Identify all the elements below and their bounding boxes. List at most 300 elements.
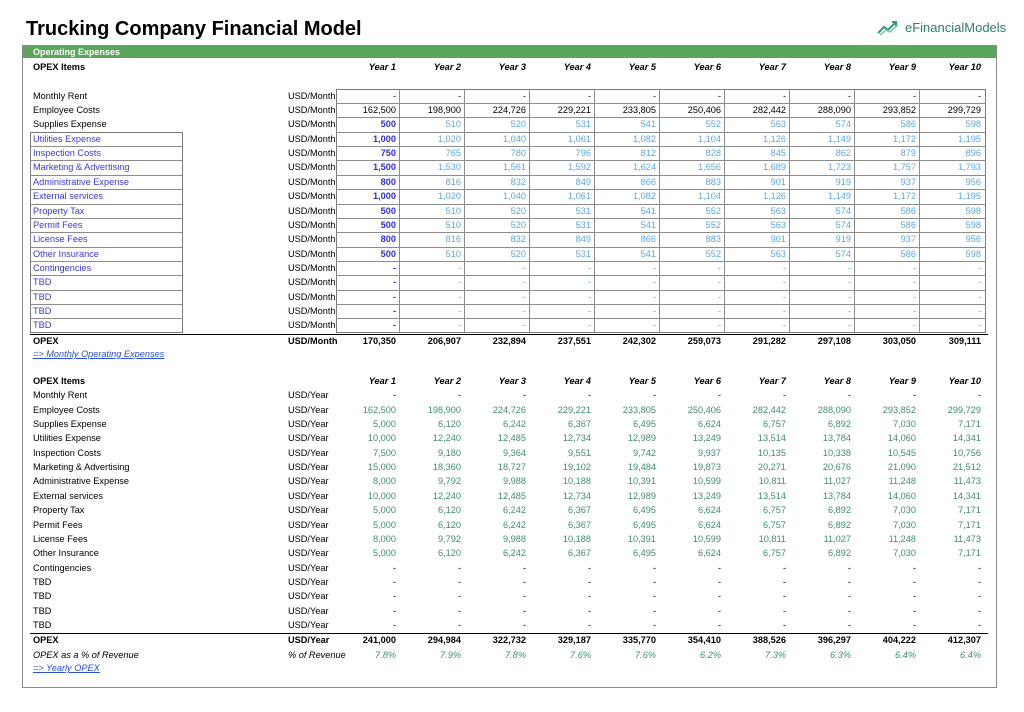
value-cell: 19,873 [692,462,721,473]
yearly-opex-link[interactable]: => Yearly OPEX [33,663,100,673]
value-cell[interactable]: 574 [835,248,851,259]
value-cell: - [522,562,526,573]
value-cell: 242,302 [622,335,656,346]
value-cell[interactable]: 800 [380,176,396,187]
value-cell[interactable]: - [912,291,916,302]
value-cell[interactable]: 883 [705,234,721,245]
value-cell[interactable]: 552 [705,219,721,230]
value-cell[interactable]: - [522,262,526,273]
value-cell[interactable]: 586 [900,205,916,216]
grid-line [30,275,183,276]
value-cell[interactable]: 520 [510,219,526,230]
value-cell[interactable]: 1,082 [633,191,656,202]
yearly-row [23,417,996,431]
value-cell: - [522,576,526,587]
value-cell[interactable]: - [652,305,656,316]
value-cell[interactable]: 812 [640,148,656,159]
value-cell: 10,391 [627,476,656,487]
value-cell: - [977,605,981,616]
value-cell[interactable]: 1,126 [763,133,786,144]
value-cell: 7.3% [765,649,786,660]
value-cell[interactable]: 598 [965,248,981,259]
value-cell[interactable]: 1,020 [438,133,461,144]
value-cell[interactable]: 1,561 [503,162,526,173]
value-cell[interactable]: 901 [770,176,786,187]
value-cell[interactable]: 1,061 [568,133,591,144]
value-cell[interactable]: 531 [575,205,591,216]
value-cell[interactable]: 956 [965,176,981,187]
value-cell[interactable]: 780 [510,148,526,159]
yearly-row [23,460,996,474]
value-cell[interactable]: 500 [380,119,396,130]
value-cell[interactable]: 849 [575,234,591,245]
grid-line [594,89,595,333]
row-unit: USD/Month [288,176,336,187]
growth-chart-icon [876,18,902,36]
value-cell: 11,027 [823,533,851,544]
value-cell[interactable]: 750 [380,148,396,159]
value-cell[interactable]: 1,000 [373,133,396,144]
value-cell[interactable]: 531 [575,219,591,230]
value-cell[interactable]: 552 [705,248,721,259]
value-cell[interactable]: - [652,262,656,273]
value-cell[interactable]: 816 [445,234,461,245]
value-cell[interactable]: - [717,262,721,273]
value-cell: 12,989 [627,490,656,501]
value-cell: 224,726 [492,404,526,415]
value-cell: - [847,591,851,602]
value-cell[interactable]: 586 [900,119,916,130]
value-cell: 18,727 [497,462,526,473]
value-cell[interactable]: 1,592 [568,162,591,173]
value-cell[interactable]: 919 [835,234,851,245]
value-cell: Year 9 [888,62,916,72]
row-unit: USD/Month [288,320,336,331]
row-label: Supplies Expense [33,119,107,130]
value-cell[interactable]: - [522,305,526,316]
row-unit: USD/Year [288,490,329,501]
row-label: TBD [33,277,52,288]
value-cell[interactable]: 845 [770,148,786,159]
value-cell[interactable]: 796 [575,148,591,159]
value-cell[interactable]: 510 [445,119,461,130]
value-cell[interactable]: 531 [575,248,591,259]
grid-line [30,304,183,305]
value-cell: - [977,619,981,630]
value-cell[interactable]: 937 [900,176,916,187]
value-cell[interactable]: 765 [445,148,461,159]
row-label: Property Tax [33,205,85,216]
value-cell[interactable]: 520 [510,119,526,130]
value-cell: 237,551 [557,335,591,346]
value-cell[interactable]: 510 [445,248,461,259]
value-cell[interactable]: - [457,277,461,288]
value-cell[interactable]: 956 [965,234,981,245]
brand-logo[interactable] [876,18,1006,36]
value-cell: 6,495 [633,505,656,516]
yearly-row [23,431,996,445]
value-cell: 13,514 [757,490,786,501]
value-cell[interactable]: 1,624 [633,162,656,173]
value-cell: - [782,591,786,602]
value-cell[interactable]: - [977,305,981,316]
grid-line [30,318,183,319]
value-cell[interactable]: - [457,262,461,273]
value-cell: 10,188 [562,476,591,487]
value-cell: 10,599 [692,533,721,544]
value-cell[interactable]: - [392,305,396,316]
value-cell: - [652,619,656,630]
value-cell[interactable]: 598 [965,219,981,230]
value-cell[interactable]: 1,689 [763,162,786,173]
value-cell: - [392,605,396,616]
value-cell[interactable]: 800 [380,234,396,245]
value-cell[interactable]: 541 [640,248,656,259]
value-cell[interactable]: - [392,90,396,101]
value-cell: - [782,576,786,587]
row-unit: USD/Month [288,291,336,302]
value-cell[interactable]: - [847,90,851,101]
value-cell[interactable]: 1,172 [893,133,916,144]
value-cell: 303,050 [882,335,916,346]
value-cell[interactable]: 520 [510,248,526,259]
value-cell[interactable]: 541 [640,119,656,130]
value-cell[interactable]: 1,500 [373,162,396,173]
value-cell[interactable]: - [977,320,981,331]
value-cell: 10,756 [952,447,981,458]
value-cell[interactable]: 552 [705,119,721,130]
value-cell: - [587,591,591,602]
value-cell[interactable]: 896 [965,148,981,159]
row-label: External services [33,191,103,202]
grid-line [336,318,986,319]
value-cell[interactable]: - [587,320,591,331]
value-cell[interactable]: - [782,291,786,302]
value-cell[interactable]: 586 [900,248,916,259]
row-unit: USD/Month [288,205,336,216]
value-cell[interactable]: - [782,90,786,101]
value-cell[interactable]: 563 [770,119,786,130]
value-cell: 9,742 [633,447,656,458]
grid-line [336,175,986,176]
grid-line [30,160,183,161]
value-cell[interactable]: - [782,320,786,331]
value-cell[interactable]: - [392,291,396,302]
row-unit: USD/Year [288,576,329,587]
row-label: License Fees [33,533,88,544]
value-cell[interactable]: 1,104 [698,191,721,202]
value-cell[interactable]: - [717,320,721,331]
value-cell: - [847,576,851,587]
value-cell[interactable]: 1,104 [698,133,721,144]
value-cell[interactable]: - [847,277,851,288]
value-cell: 6.4% [895,649,916,660]
value-cell: 13,249 [692,433,721,444]
value-cell[interactable]: 574 [835,219,851,230]
value-cell: 322,732 [492,635,526,646]
row-label: Inspection Costs [33,447,101,458]
value-cell[interactable]: 866 [640,176,656,187]
value-cell[interactable]: - [457,320,461,331]
value-cell[interactable]: - [522,90,526,101]
value-cell[interactable]: - [587,291,591,302]
value-cell[interactable]: 849 [575,176,591,187]
value-cell[interactable]: - [847,262,851,273]
value-cell[interactable]: 832 [510,176,526,187]
grid-line [336,117,986,118]
value-cell[interactable]: - [457,305,461,316]
value-cell[interactable]: - [847,320,851,331]
value-cell: Year 5 [628,376,656,386]
value-cell[interactable]: 1,757 [893,162,916,173]
value-cell[interactable]: - [652,277,656,288]
value-cell[interactable]: 586 [900,219,916,230]
value-cell: 7,171 [958,505,981,516]
value-cell[interactable]: 832 [510,234,526,245]
value-cell[interactable]: - [587,262,591,273]
value-cell[interactable]: - [392,320,396,331]
value-cell: - [912,591,916,602]
value-cell[interactable]: 1,195 [958,133,981,144]
value-cell: - [912,390,916,401]
value-cell[interactable]: 1,149 [828,133,851,144]
value-cell: 6,892 [828,548,851,559]
value-cell[interactable]: 1,126 [763,191,786,202]
value-cell[interactable]: 828 [705,148,721,159]
value-cell: - [587,562,591,573]
value-cell[interactable]: - [912,320,916,331]
value-cell: 6,120 [438,419,461,430]
value-cell[interactable]: - [847,291,851,302]
monthly-total-row [23,334,996,348]
value-cell[interactable]: - [392,277,396,288]
value-cell[interactable]: 1,530 [438,162,461,173]
monthly-opex-link[interactable]: => Monthly Operating Expenses [33,349,165,359]
value-cell: 10,000 [367,490,396,501]
value-cell[interactable]: 1,061 [568,191,591,202]
yearly-row [23,561,996,575]
value-cell[interactable]: 1,656 [698,162,721,173]
value-cell[interactable]: 862 [835,148,851,159]
value-cell[interactable]: 937 [900,234,916,245]
value-cell: 6,624 [698,505,721,516]
value-cell[interactable]: 552 [705,205,721,216]
value-cell: - [587,619,591,630]
grid-line [464,89,465,333]
value-cell[interactable]: 901 [770,234,786,245]
value-cell[interactable]: - [652,320,656,331]
value-cell: - [717,562,721,573]
value-cell[interactable]: 866 [640,234,656,245]
value-cell: 12,485 [497,490,526,501]
value-cell[interactable]: 500 [380,205,396,216]
value-cell: 6.3% [830,649,851,660]
value-cell: 6.2% [700,649,721,660]
value-cell: - [392,576,396,587]
value-cell[interactable]: 1,000 [373,191,396,202]
value-cell: 9,792 [438,476,461,487]
value-cell: 7,030 [893,419,916,430]
value-cell[interactable]: 510 [445,219,461,230]
value-cell[interactable]: 531 [575,119,591,130]
value-cell[interactable]: 816 [445,176,461,187]
row-unit: USD/Year [288,462,329,473]
value-cell[interactable]: - [652,291,656,302]
row-label: OPEX Items [33,376,86,386]
value-cell[interactable]: - [717,305,721,316]
value-cell: Year 9 [888,376,916,386]
value-cell: 6,757 [763,419,786,430]
value-cell: - [782,605,786,616]
value-cell: 7,030 [893,505,916,516]
value-cell: Year 4 [563,376,591,386]
value-cell[interactable]: - [522,320,526,331]
value-cell: 6,367 [568,419,591,430]
yearly-row [23,503,996,517]
row-label: License Fees [33,234,88,245]
value-cell: 18,360 [432,462,461,473]
value-cell[interactable]: - [457,291,461,302]
value-cell[interactable]: 598 [965,205,981,216]
value-cell[interactable]: - [782,277,786,288]
value-cell[interactable]: - [977,262,981,273]
value-cell[interactable]: 1,172 [893,191,916,202]
value-cell[interactable]: 500 [380,248,396,259]
value-cell[interactable]: - [587,277,591,288]
value-cell: 6,624 [698,519,721,530]
value-cell[interactable]: - [977,277,981,288]
value-cell: 7.9% [440,649,461,660]
value-cell[interactable]: 1,793 [958,162,981,173]
value-cell: 10,000 [367,433,396,444]
value-cell: 6,892 [828,505,851,516]
value-cell: 232,894 [492,335,526,346]
value-cell: 13,784 [822,433,851,444]
value-cell[interactable]: - [717,277,721,288]
value-cell: 9,180 [438,447,461,458]
row-unit: USD/Year [288,605,329,616]
value-cell[interactable]: - [912,90,916,101]
value-cell[interactable]: 541 [640,205,656,216]
value-cell[interactable]: - [912,305,916,316]
value-cell: - [717,619,721,630]
value-cell[interactable]: - [652,90,656,101]
value-cell: 224,726 [492,105,526,116]
row-unit: USD/Year [288,404,329,415]
value-cell: 13,514 [757,433,786,444]
monthly-header-row [23,60,996,74]
value-cell[interactable]: - [522,277,526,288]
value-cell: 294,984 [427,635,461,646]
value-cell: 6,757 [763,519,786,530]
value-cell[interactable]: 1,040 [503,191,526,202]
value-cell[interactable]: 1,195 [958,191,981,202]
grid-line [336,189,986,190]
value-cell[interactable]: 574 [835,205,851,216]
value-cell[interactable]: 1,723 [828,162,851,173]
value-cell: - [912,605,916,616]
value-cell[interactable]: - [782,262,786,273]
value-cell[interactable]: 520 [510,205,526,216]
value-cell[interactable]: 879 [900,148,916,159]
row-unit: USD/Year [288,519,329,530]
value-cell[interactable]: - [912,262,916,273]
row-label: TBD [33,591,52,602]
value-cell: - [652,562,656,573]
value-cell[interactable]: 1,149 [828,191,851,202]
value-cell[interactable]: - [522,291,526,302]
value-cell[interactable]: - [782,305,786,316]
row-label: Administrative Expense [33,476,130,487]
grid-line [30,247,183,248]
value-cell: 396,297 [817,635,851,646]
value-cell: 14,341 [952,490,981,501]
value-cell: 6,242 [503,505,526,516]
value-cell[interactable]: 574 [835,119,851,130]
value-cell: - [457,390,461,401]
value-cell[interactable]: 1,082 [633,133,656,144]
row-label: Employee Costs [33,105,100,116]
yearly-row [23,618,996,632]
value-cell[interactable]: - [587,90,591,101]
value-cell[interactable]: - [392,262,396,273]
value-cell: 14,060 [887,433,916,444]
value-cell[interactable]: 1,020 [438,191,461,202]
row-label: Permit Fees [33,519,83,530]
value-cell[interactable]: 500 [380,219,396,230]
row-label: TBD [33,291,52,302]
value-cell: Year 10 [948,62,981,72]
value-cell: - [977,576,981,587]
value-cell: 291,282 [752,335,786,346]
value-cell: 299,729 [947,105,981,116]
value-cell: 9,792 [438,533,461,544]
value-cell: 354,410 [687,635,721,646]
value-cell[interactable]: - [457,90,461,101]
value-cell[interactable]: 598 [965,119,981,130]
value-cell[interactable]: 919 [835,176,851,187]
value-cell: 11,248 [888,533,916,544]
value-cell[interactable]: - [847,305,851,316]
yearly-row [23,546,996,560]
value-cell: 282,442 [752,105,786,116]
value-cell[interactable]: 541 [640,219,656,230]
value-cell[interactable]: 1,040 [503,133,526,144]
value-cell: 8,000 [373,476,396,487]
value-cell[interactable]: 563 [770,219,786,230]
row-unit: USD/Year [288,533,329,544]
grid-line [336,232,986,233]
row-label: Monthly Rent [33,390,88,401]
value-cell[interactable]: 510 [445,205,461,216]
value-cell[interactable]: - [587,305,591,316]
value-cell: - [652,591,656,602]
value-cell: 241,000 [362,635,396,646]
yearly-header-row [23,374,996,388]
value-cell[interactable]: - [717,90,721,101]
yearly-row [23,575,996,589]
value-cell[interactable]: - [977,291,981,302]
value-cell[interactable]: - [977,90,981,101]
value-cell: - [652,390,656,401]
value-cell[interactable]: - [912,277,916,288]
grid-line [399,89,400,333]
value-cell[interactable]: 883 [705,176,721,187]
value-cell[interactable]: - [717,291,721,302]
value-cell[interactable]: 563 [770,205,786,216]
value-cell: 288,090 [817,105,851,116]
value-cell[interactable]: 563 [770,248,786,259]
